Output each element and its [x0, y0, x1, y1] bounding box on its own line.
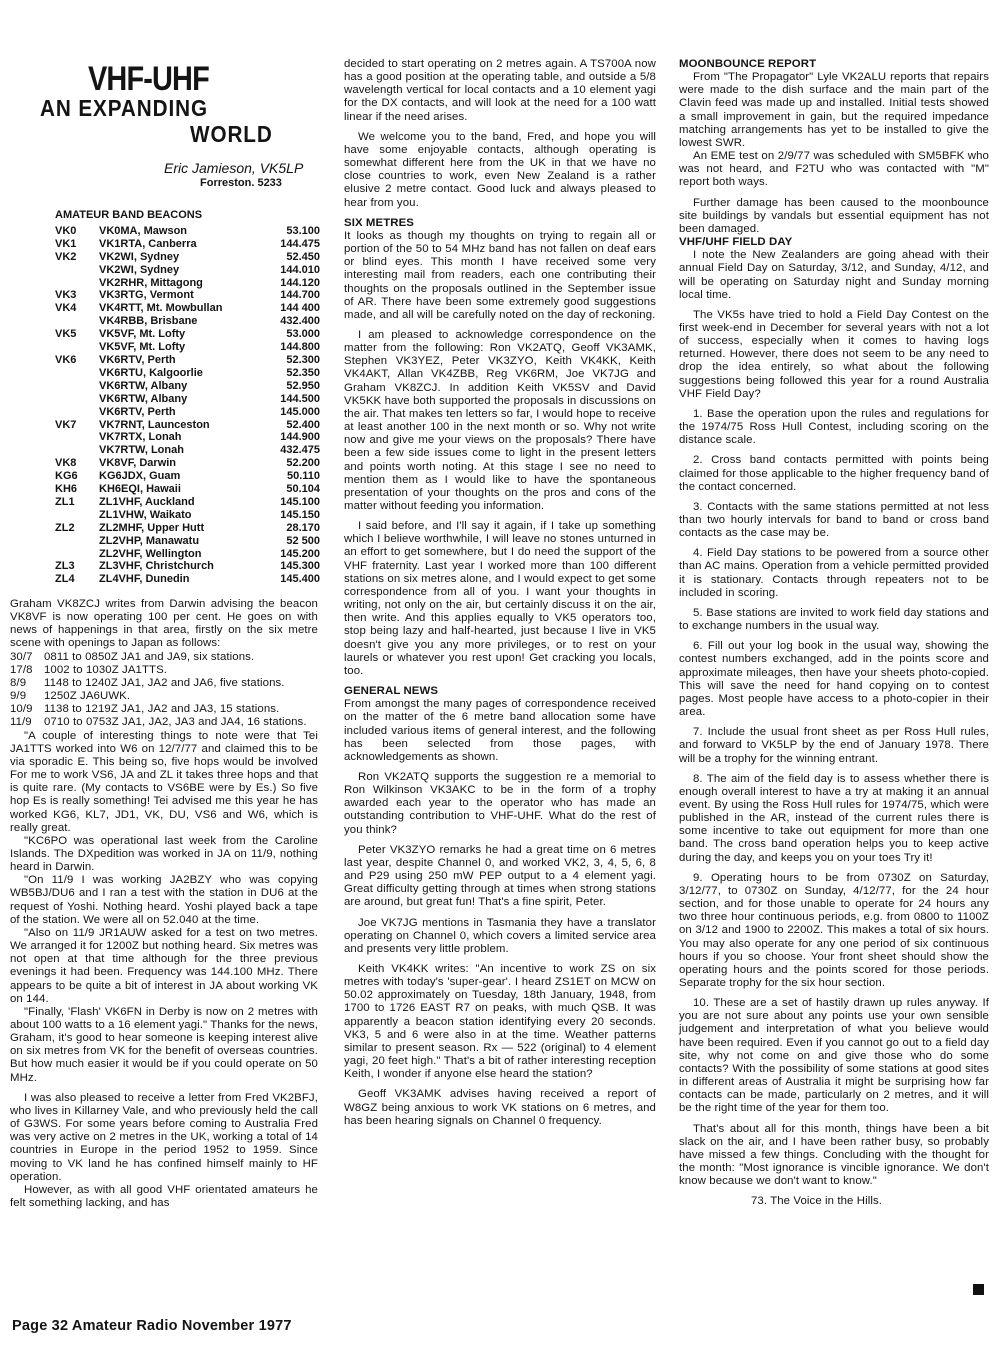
field-day-rule: 10. These are a set of hastily drawn up rules anyway. If you are not sure about any points use your own sensible judgement and interpretation of what you believe would have been required. Even if you cannot go out to a field day site, why not come on and give those who do some contacts? With the possibility of some stations at good sites in different areas of Australia it might be surprising how far contacts can be made, particularly on 2 metres, and it will be the right time of the year for them too. [679, 997, 989, 1115]
beacon-area: ZL2 [55, 521, 75, 534]
opening-date: 17/8 [10, 663, 33, 676]
beacon-frequency: 50.110 [286, 470, 320, 483]
paragraph: Keith VK4KK writes: "An incentive to work ZS on six metres with today's 'super-gear'. I heard ZS1ET on MCW on 50.02 approximately on Tuesday, 18th January, 1948, from 1700 to 1726 EAST R7 on peaks, with much QSB. It was apparently a beacon station identifying every 20 seconds. VK3, 5 and 6 were also in at the time. Weather patterns similar to present season. Rx — 522 (original) to 4 element yagi, 20 feet high." That's a bit of rather interesting reception Keith, I wonder if anyone else heard the station? [344, 963, 656, 1081]
beacon-row [55, 548, 320, 561]
beacon-frequency: 53.000 [286, 328, 320, 341]
beacon-area: VK8 [55, 457, 77, 470]
beacon-row [55, 419, 320, 432]
beacon-row [55, 522, 320, 535]
field-day-rule: 8. The aim of the field day is to assess whether there is enough overall interest to have a try at making it an annual event. By using the Ross Hull rules for 1974/75, which were published in the AR, instead of the current rules there is some incentive to take out equipment for more than one band. The cross band operation helps you to keep active during the day, and keeps you on your toes Try it! [679, 772, 989, 864]
beacon-callsign: ZL1VHW, Waikato [99, 508, 192, 521]
beacon-frequency: 144.500 [280, 392, 320, 405]
beacon-area [55, 277, 99, 290]
column-3-body [679, 58, 989, 1209]
beacon-area [55, 315, 99, 328]
beacon-callsign: ZL3VHF, Christchurch [99, 560, 214, 573]
beacon-frequency: 145.300 [280, 560, 320, 573]
paragraph: We welcome you to the band, Fred, and hope you will have some enjoyable contacts, although operating is somewhat different here from the UK in that we have no close countries to work, even New Zealand is a rather elusive 2 metre contact. Good luck and always pleased to hear from you. [344, 130, 656, 209]
opening-detail: 1250Z JA6UWK. [44, 690, 131, 703]
beacon-frequency: 50.104 [286, 483, 320, 496]
beacon-callsign: VK2WI, Sydney [99, 250, 180, 263]
paragraph: That's about all for this month, things have been a bit slack on the air, and I have been rather busy, so probably have missed a few things. Concluding with the thought for the month: "Most ignorance is vincible ignorance. We don't know because we don't want to know." [679, 1122, 989, 1188]
paragraph: From "The Propagator" Lyle VK2ALU reports that repairs were made to the dish surface and the main part of the Clavin feed was made up and installed. Initial tests showed a small improvement in gain, but the required impedance matching arrangements has yet to be installed to give the lowest SWR. [679, 71, 989, 149]
field-day-rule: 2. Cross band contacts permitted with points being claimed for those applicable to the higher frequency band of the contact concerned. [679, 454, 989, 493]
beacon-callsign: VK3RTG, Vermont [99, 289, 194, 302]
beacon-callsign: KH6EQI, Hawaii [99, 483, 181, 496]
paragraph: However, as with all good VHF orientated amateurs he felt something lacking, and has [10, 1183, 318, 1210]
section-heading-moonbounce: MOONBOUNCE REPORT [679, 58, 817, 70]
beacon-rows [55, 225, 320, 586]
beacon-row [55, 225, 320, 238]
column-2-body [344, 58, 656, 1128]
beacon-row [55, 238, 320, 251]
paragraph: "KC6PO was operational last week from the Caroline Islands. The DXpedition was worked in JA on 11/9, nothing heard in Darwin. [10, 834, 318, 874]
beacon-area [55, 393, 99, 406]
beacon-frequency: 144 400 [280, 302, 320, 315]
opening-detail: 1002 to 1030Z JA1TTS. [44, 663, 168, 676]
beacon-callsign: VK1RTA, Canberra [99, 237, 197, 250]
opening-detail: 0710 to 0753Z JA1, JA2, JA3 and JA4, 16 stations. [44, 716, 307, 729]
paragraph: Ron VK2ATQ supports the suggestion re a memorial to Ron Wilkinson VK3AKC to be in the form of a trophy awarded each year to the operator who has made an outstanding contribution to VHF-UHF. What do the rest of you think? [344, 770, 656, 836]
beacon-area: VK6 [55, 353, 77, 366]
author-byline: Eric Jamieson, VK5LP [164, 160, 304, 176]
beacon-area: VK5 [55, 328, 77, 341]
paragraph: From amongst the many pages of correspondence received on the matter of the 6 metre band allocation some have included various items of general interest, and the following has been selected from those pages, with acknowledgements as shown. [344, 698, 656, 763]
beacon-frequency: 52.200 [286, 457, 320, 470]
beacon-frequency: 52.350 [286, 366, 320, 379]
beacon-area: VK4 [55, 302, 77, 315]
beacon-area: VK2 [55, 250, 77, 263]
paragraph: Graham VK8ZCJ writes from Darwin advising the beacon VK8VF is now operating 100 per cent. He goes on with news of happenings in that area, firstly on the six metre scene with openings to Japan as follows: [10, 598, 318, 650]
beacon-row [55, 431, 320, 444]
field-day-rule: 9. Operating hours to be from 0730Z on Saturday, 3/12/77, to 0730Z on Sunday, 4/12/77, for the 24 hour section, and for those unable to operate for 24 hours any two three hour continuous periods, e.g. from 0800 to 1100Z on 3/12 and 1900 to 2200Z. This makes a total of six hours. You may also operate for any one period of six continuous hours if you so choose. Your front sheet should show the operating hours and the points scored for those periods. Separate trophy for the six hour section. [679, 871, 989, 989]
beacon-area [55, 406, 99, 419]
paragraph: "Finally, 'Flash' VK6FN in Derby is now on 2 metres with about 100 watts to a 16 element yagi." Thanks for the news, Graham, it's good to hear someone is keeping interest alive on six metres from VK for the benefit of overseas countries. But how much easier it would be if you could operate on 50 MHz. [10, 1005, 318, 1084]
beacon-callsign: VK5VF, Mt. Lofty [99, 341, 186, 354]
end-of-article-mark [973, 1284, 984, 1295]
beacon-frequency: 145.000 [280, 405, 320, 418]
beacon-frequency: 144.800 [280, 341, 320, 354]
field-day-rule: 3. Contacts with the same stations permitted at not less than two hourly intervals for band to band or cross band contacts as the case may be. [679, 500, 989, 540]
field-day-rule: 1. Base the operation upon the rules and regulations for the 1974/75 Ross Hull Contest, including scoring on the distance scale. [679, 407, 989, 447]
beacon-frequency: 144.475 [280, 237, 320, 250]
beacon-callsign: VK6RTW, Albany [99, 392, 188, 405]
paragraph: Peter VK3ZYO remarks he had a great time on 6 metres last year, despite Channel 0, and worked VK2, 3, 4, 5, 6, 8 and P29 using 250 mW PEP output to a 4 element yagi. Great difficulty getting through at times when strong stations are around, but great fun! That's a fine spirit, Peter. [344, 843, 656, 909]
beacon-area [55, 535, 99, 548]
opening-row [10, 703, 318, 716]
beacon-row [55, 496, 320, 509]
beacon-callsign: ZL4VHF, Dunedin [99, 573, 190, 586]
beacon-area: KH6 [55, 483, 78, 496]
paragraph: It looks as though my thoughts on trying to regain all or portion of the 50 to 54 MHz band has not fallen on deaf ears or blind eyes. This month I have received some very interesting mail from readers, each one contributing their thoughts on the proposals outlined in the September issue of AR. There have been some extremely good suggestions made, and all will be carefully noted on the day of reckoning. [344, 229, 656, 321]
beacon-area: VK0 [55, 224, 77, 237]
beacon-callsign: VK4RBB, Brisbane [99, 315, 198, 328]
beacon-callsign: VK0MA, Mawson [99, 224, 188, 237]
author-address: Forreston. 5233 [200, 177, 282, 189]
field-day-rules [679, 401, 989, 1116]
opening-row [10, 664, 318, 677]
beacon-row [55, 315, 320, 328]
beacon-area: ZL3 [55, 560, 75, 573]
beacon-frequency: 52.950 [286, 379, 320, 392]
beacon-area [55, 548, 99, 561]
beacon-area [55, 444, 99, 457]
opening-date: 10/9 [10, 703, 33, 716]
field-day-rule: 5. Base stations are invited to work field day stations and to exchange numbers in the usual way. [679, 606, 989, 633]
paragraph: Geoff VK3AMK advises having received a report of W8GZ being anxious to work VK stations on 6 metres, and has been hearing signals on Channel 0 frequency. [344, 1088, 656, 1127]
beacon-row [55, 444, 320, 457]
opening-row [10, 690, 318, 703]
beacon-frequency: 28.170 [286, 521, 320, 534]
beacon-row [55, 483, 320, 496]
beacon-frequency: 144.120 [280, 276, 320, 289]
opening-row [10, 677, 318, 690]
beacon-row [55, 457, 320, 470]
field-day-rule: 6. Fill out your log book in the usual way, showing the contest numbers exchanged, add in the points score and approximate mileages, then have your sheets photo-copied. This will save the need for hand copying on to contest pages. Most people have access to a photo-copier in their area. [679, 640, 989, 719]
beacon-callsign: VK4RTT, Mt. Mowbullan [99, 302, 223, 315]
beacon-callsign: VK8VF, Darwin [99, 457, 177, 470]
paragraph: I was also pleased to receive a letter from Fred VK2BFJ, who lives in Killarney Vale, and who previously held the call of G3WS. For some years before coming to Australia Fred was very active on 2 metres in the UK, working a total of 14 countries in Europe in the period 1952 to 1959. Since moving to VK land he has confined himself mainly to HF operation. [10, 1091, 318, 1183]
beacon-frequency: 53.100 [286, 224, 320, 237]
section-heading-general-news: GENERAL NEWS [344, 685, 439, 698]
paragraph: An EME test on 2/9/77 was scheduled with SM5BFK who was not heard, and F2TU who was contacted with "M" report both ways. [679, 150, 989, 189]
beacon-callsign: ZL2MHF, Upper Hutt [99, 521, 205, 534]
beacon-row [55, 406, 320, 419]
section-heading-six-metres: SIX METRES [344, 216, 414, 229]
paragraph: I said before, and I'll say it again, if I take up something which I believe worthwhile, I will leave no stones unturned in an effort to get somewhere, but I do need the support of the VHF fraternity. Last year I worked more than 100 different stations on six metres alone, and I would expect to get some correspondence from all of you. I want your thoughts in writing, not only on the air, but certainly discuss it on the air, then write. And this applies equally to VK5 operators too, stop being lazy and half-hearted, just because I live in VK5 doesn't give you any more privileges, or to rest on your laurels or whatever you rest upon! Get cracking you locals, too. [344, 520, 656, 677]
beacon-area [55, 380, 99, 393]
page-footer: Page 32 Amateur Radio November 1977 [12, 1318, 292, 1334]
signoff: 73. The Voice in the Hills. [751, 1195, 883, 1208]
beacon-row [55, 341, 320, 354]
beacon-frequency: 432.400 [280, 315, 320, 328]
beacon-frequency: 145.100 [280, 495, 320, 508]
beacon-callsign: ZL2VHF, Wellington [99, 547, 202, 560]
beacon-frequency: 432.475 [280, 444, 320, 457]
beacon-callsign: VK7RNT, Launceston [99, 418, 210, 431]
beacon-row [55, 470, 320, 483]
beacon-callsign: VK6RTU, Kalgoorlie [99, 366, 203, 379]
paragraph: Joe VK7JG mentions in Tasmania they have a translator operating on Channel 0, which covers a limited service area and presents very little problem. [344, 916, 656, 955]
column-1-body [10, 598, 318, 1210]
paragraph: I am pleased to acknowledge correspondence on the matter from the following: Ron VK2ATQ, Geoff VK3AMK, Stephen VK3YEZ, Peter VK3ZYO, Keith VK4KK, Keith VK4AKT, Allan VK4ZBB, Reg VK6RM, Joe VK7JG and Graham VK8ZCJ. In addition Keith VK5SV and David VK5KK have both supported the proposals in discussions on the air. That makes ten letters so far, I would hope to receive at least another 100 in the next month or so. Why not write now and give me your views on the proposals? There have been a few side issues come to light in the present letters and points worth noting. At this stage I see no need to mention them as I would like to have the spontaneous presentation of your thoughts on the pros and cons of the matter without feeding you information. [344, 328, 656, 512]
beacon-row [55, 573, 320, 586]
beacon-frequency: 145.400 [280, 573, 320, 586]
opening-detail: 1138 to 1219Z JA1, JA2 and JA3, 15 stations. [44, 703, 280, 716]
beacon-area [55, 367, 99, 380]
beacon-frequency: 144.010 [280, 263, 320, 276]
opening-row [10, 716, 318, 729]
beacon-callsign: KG6JDX, Guam [99, 470, 181, 483]
beacon-area: ZL1 [55, 495, 75, 508]
beacon-frequency: 144.700 [280, 289, 320, 302]
beacon-area: ZL4 [55, 573, 75, 586]
beacon-row [55, 302, 320, 315]
beacon-callsign: ZL1VHF, Auckland [99, 495, 195, 508]
opening-date: 9/9 [10, 690, 27, 703]
beacon-area: VK3 [55, 289, 77, 302]
beacon-row [55, 560, 320, 573]
paragraph: Further damage has been caused to the moonbounce site buildings by vandals but essential equipment has not been damaged. [679, 196, 989, 235]
beacon-frequency: 144.900 [280, 431, 320, 444]
beacon-callsign: VK2WI, Sydney [99, 263, 180, 276]
opening-row [10, 651, 318, 664]
paragraph: "On 11/9 I was working JA2BZY who was copying WB5BJ/DU6 and I ran a test with the station in DU6 at the request of Yoshi. Nothing heard. Yoshi played back a tape of the station. We were all on 52.040 at the time. [10, 874, 318, 926]
paragraph: The VK5s have tried to hold a Field Day Contest on the first week-end in December for several years with not a lot of success, especially when it comes to having logs returned. However, there does not seem to be any need to drop the idea entirely, so what about the following suggestions being followed this year for a round Australia VHF Field Day? [679, 308, 989, 400]
beacon-row [55, 289, 320, 302]
beacon-area: VK7 [55, 418, 77, 431]
beacons-heading: AMATEUR BAND BEACONS [55, 209, 203, 221]
beacon-frequency: 52.450 [286, 250, 320, 263]
beacon-area [55, 431, 99, 444]
opening-date: 11/9 [10, 716, 32, 729]
beacon-callsign: ZL2VHP, Manawatu [99, 534, 200, 547]
beacon-callsign: VK2RHR, Mittagong [99, 276, 203, 289]
field-day-rule: 7. Include the usual front sheet as per Ross Hull rules, and forward to VK5LP by the end of January 1978. There will be a trophy for the winning entrant. [679, 726, 989, 765]
paragraph: decided to start operating on 2 metres again. A TS700A now has a good position at the operating table, and outside a 5/8 wavelength vertical for local contacts and a 10 element yagi for the DX contacts, and will look at the need for a 100 watt linear if the need arises. [344, 58, 656, 123]
beacons-table [55, 209, 320, 586]
beacon-callsign: VK5VF, Mt. Lofty [99, 328, 186, 341]
openings-list [10, 651, 318, 730]
beacon-callsign: VK7RTX, Lonah [99, 431, 182, 444]
beacon-frequency: 145.200 [280, 547, 320, 560]
beacon-row [55, 264, 320, 277]
opening-detail: 0811 to 0850Z JA1 and JA9, six stations. [44, 650, 255, 663]
field-day-rule: 4. Field Day stations to be powered from a source other than AC mains. Operation from a vehicle permitted provided it is stationary. Contacts through repeaters not to be included in scoring. [679, 547, 989, 599]
opening-date: 30/7 [10, 650, 33, 663]
article-title-line2: AN EXPANDING [40, 95, 208, 121]
beacon-frequency: 52.400 [286, 418, 320, 431]
beacon-row [55, 535, 320, 548]
beacon-row [55, 277, 320, 290]
opening-detail: 1148 to 1240Z JA1, JA2 and JA6, five stations. [44, 676, 285, 689]
section-heading-field-day: VHF/UHF FIELD DAY [679, 236, 793, 249]
beacon-row [55, 251, 320, 264]
beacon-row [55, 380, 320, 393]
beacon-row [55, 393, 320, 406]
beacon-callsign: VK6RTV, Perth [99, 353, 176, 366]
beacon-callsign: VK7RTW, Lonah [99, 444, 184, 457]
beacon-row [55, 509, 320, 522]
beacon-area: VK1 [55, 237, 77, 250]
beacon-frequency: 145.150 [280, 508, 320, 521]
beacon-callsign: VK6RTW, Albany [99, 379, 188, 392]
beacon-frequency: 52 500 [286, 534, 320, 547]
paragraph: "A couple of interesting things to note were that Tei JA1TTS worked into W6 on 12/7/77 and claimed this to be via sporadic E. This being so, five hops would be involved For me to work VS6, JA and ZL it takes three hops and that is quite rare. (My contacts to VS6BE were by Es.) So five hop Es is really something! Tei advised me this year he has worked KG6, KL7, JD1, VK, DU, VS6 and W6, which is really great. [10, 729, 318, 834]
opening-date: 8/9 [10, 676, 27, 689]
article-title-line1: VHF-UHF [88, 60, 209, 98]
beacon-area [55, 264, 99, 277]
beacon-area: KG6 [55, 470, 78, 483]
beacon-frequency: 52.300 [286, 353, 320, 366]
paragraph: "Also on 11/9 JR1AUW asked for a test on two metres. We arranged it for 1200Z but nothing heard. Six metres was not open at that time although for the three previous evenings it had been. Frequency was 144.100 MHz. There appears to be quite a bit of interest in JA about working VK on 144. [10, 926, 318, 1005]
beacon-row [55, 328, 320, 341]
beacon-row [55, 354, 320, 367]
beacon-area [55, 509, 99, 522]
beacon-row [55, 367, 320, 380]
article-title-line3: WORLD [190, 121, 273, 147]
beacon-area [55, 341, 99, 354]
beacon-callsign: VK6RTV, Perth [99, 405, 176, 418]
paragraph: I note the New Zealanders are going ahead with their annual Field Day on Saturday, 3/12, and Sunday, 4/12, and will be operating on Saturday night and Sunday morning local time. [679, 249, 989, 301]
